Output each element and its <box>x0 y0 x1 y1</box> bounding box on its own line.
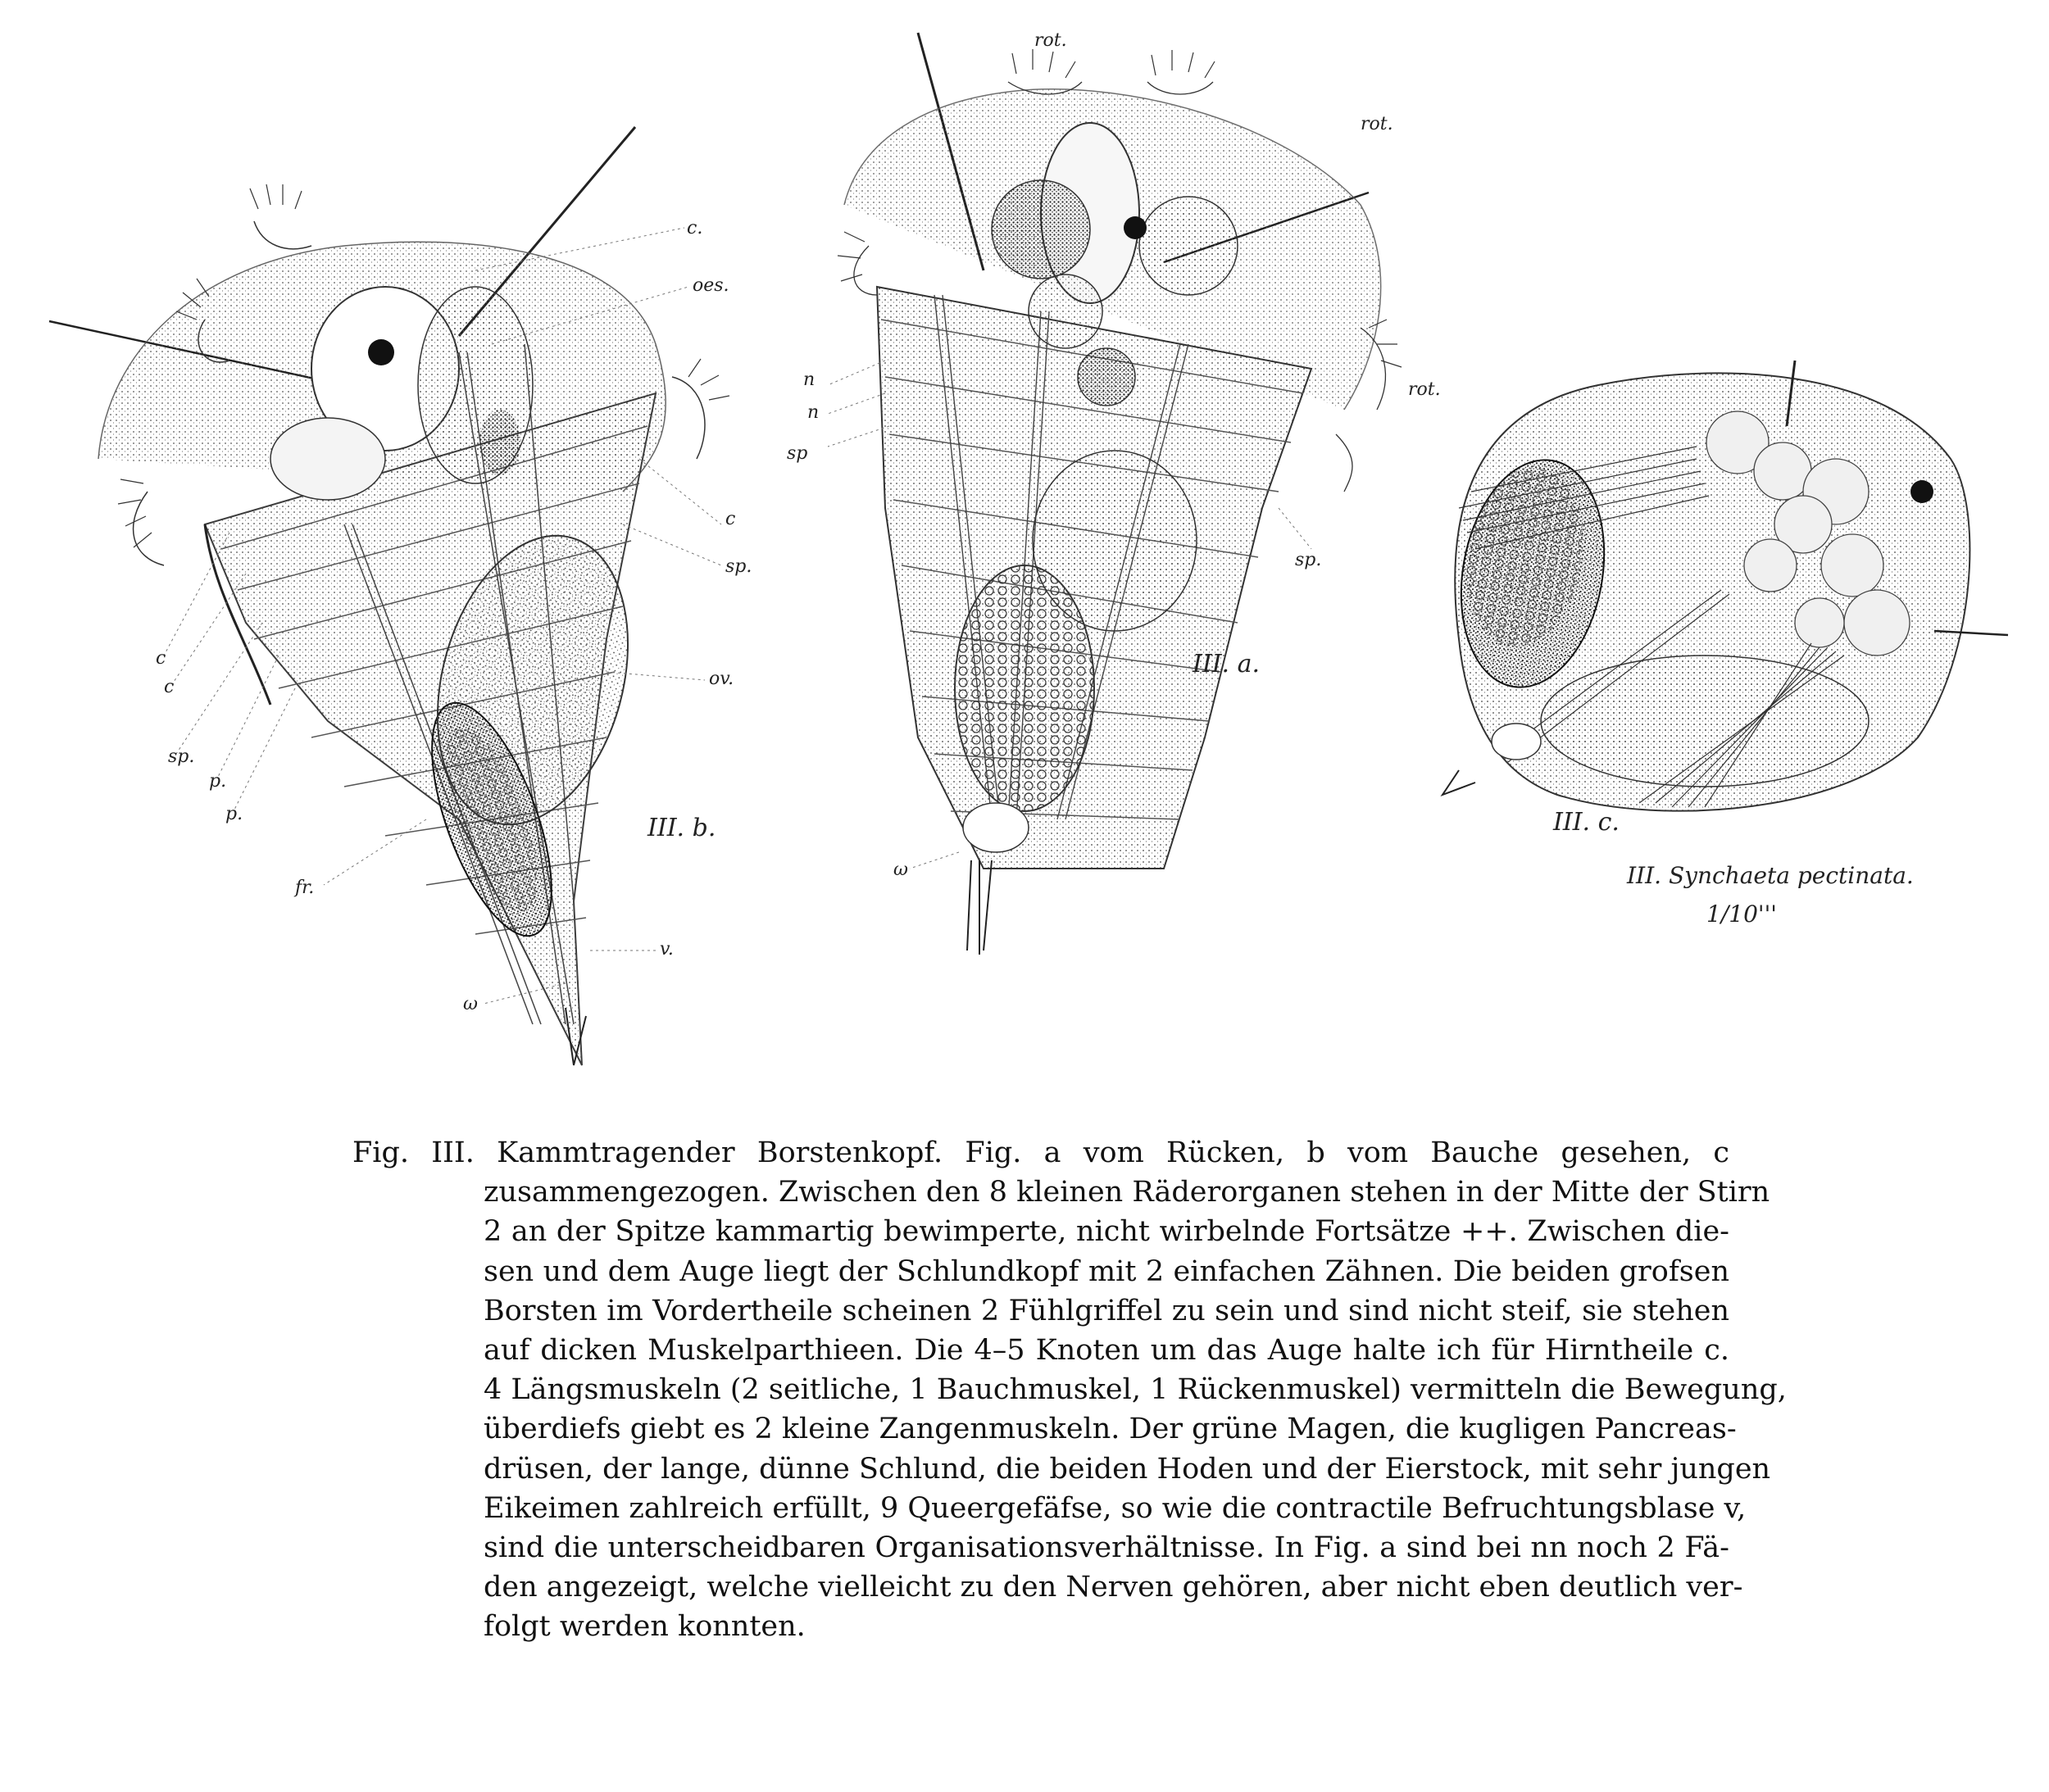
figure-a-title: III. a. <box>1193 650 1261 678</box>
caption-line-4: sen und dem Auge liegt der Schlundkopf mit 2 einfachen Zähnen. Die beiden grofsen <box>484 1254 1729 1288</box>
figure-b-drawing <box>49 127 729 1065</box>
caption-line-5: Borsten im Vordertheile scheinen 2 Fühlgriffel zu sein und sind nicht steif, sie stehen <box>484 1294 1729 1327</box>
label-b-c3: c <box>156 648 166 669</box>
label-b-p1: p. <box>209 771 227 792</box>
caption-line-7: 4 Längsmuskeln (2 seitliche, 1 Bauchmuskel, 1 Rückenmuskel) vermitteln die Bewegung, <box>484 1373 1787 1407</box>
label-b-oes: oes. <box>693 275 729 296</box>
caption-line-11: sind die unterscheidbaren Organisationsverhältnisse. In Fig. a sind bei nn noch 2 Fä- <box>484 1531 1729 1565</box>
caption-line-6: auf dicken Muskelparthieen. Die 4–5 Knoten um das Auge halte ich für Hirntheile c. <box>484 1334 1729 1368</box>
caption-line-10: Eikeimen zahlreich erfüllt, 9 Queergefäfse, so wie die contractile Befruchtungsblase v, <box>484 1491 1747 1525</box>
label-b-omega: ω <box>463 994 478 1014</box>
figure-caption <box>352 1133 1787 1647</box>
scale-label: 1/10''' <box>1706 901 1777 928</box>
label-a-n2: n <box>807 402 820 423</box>
figure-a-drawing <box>838 33 1402 955</box>
label-a-omega: ω <box>893 860 908 880</box>
label-b-c1: c. <box>687 218 703 238</box>
figure-c-drawing <box>1442 361 2008 811</box>
caption-line-2: zusammengezogen. Zwischen den 8 kleinen Räderorganen stehen in der Mitte der Stirn <box>484 1176 1770 1209</box>
label-a-sp2: sp. <box>1295 550 1322 570</box>
label-b-v: v. <box>660 939 674 960</box>
caption-line-13: folgt werden konnten. <box>484 1610 806 1644</box>
figure-b-title: III. b. <box>647 814 716 842</box>
label-b-c2: c <box>725 509 736 529</box>
label-b-c4: c <box>164 677 175 697</box>
label-b-sp1: sp. <box>725 556 752 577</box>
label-a-rot3: rot. <box>1408 379 1441 400</box>
species-label: III. Synchaeta pectinata. <box>1627 862 1914 889</box>
label-b-ov: ov. <box>709 669 734 689</box>
label-b-p2: p. <box>225 804 243 824</box>
caption-line-1: Fig. III. Kammtragender Borstenkopf. Fig. a vom Rücken, b vom Bauche gesehen, c <box>352 1136 1729 1169</box>
label-a-rot1: rot. <box>1034 30 1067 51</box>
figure-c-title: III. c. <box>1553 808 1620 837</box>
label-b-fr: fr. <box>295 878 315 898</box>
caption-line-9: drüsen, der lange, dünne Schlund, die beiden Hoden und der Eierstock, mit sehr jungen <box>484 1452 1771 1486</box>
caption-line-8: überdiefs giebt es 2 kleine Zangenmuskeln. Der grüne Magen, die kugligen Pancreas- <box>484 1413 1737 1446</box>
label-a-rot2: rot. <box>1361 114 1393 134</box>
caption-line-12: den angezeigt, welche vielleicht zu den Nerven gehören, aber nicht eben deutlich ver- <box>484 1571 1743 1604</box>
label-a-n1: n <box>803 370 816 390</box>
label-a-sp1: sp <box>787 443 808 464</box>
label-b-sp2: sp. <box>168 746 195 767</box>
caption-line-3: 2 an der Spitze kammartig bewimperte, nicht wirbelnde Fortsätze ++. Zwischen die- <box>484 1215 1729 1249</box>
